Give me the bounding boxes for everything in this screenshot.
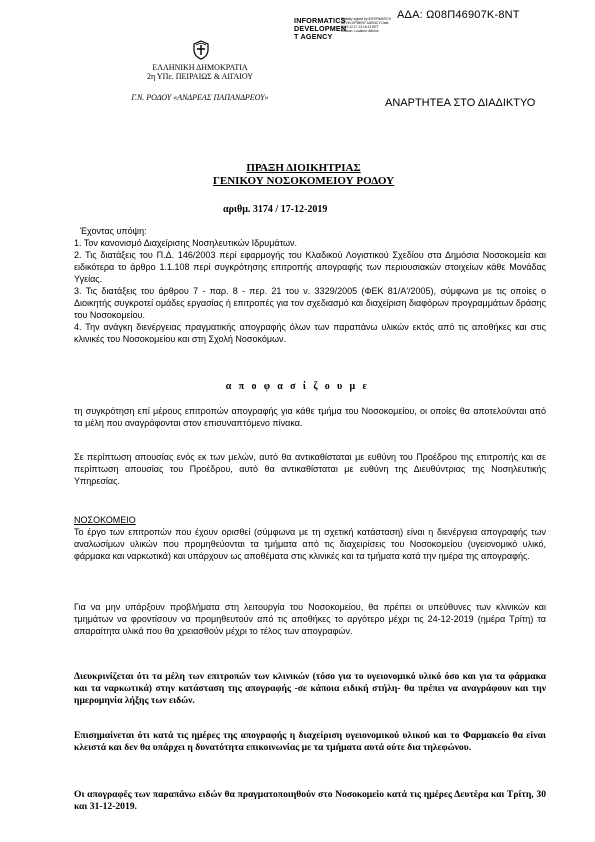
logo-line-2: DEVELOPMEN: [294, 24, 347, 33]
document-title-line1: ΠΡΑΞΗ ΔΙΟΙΚΗΤΡΙΑΣ: [246, 162, 361, 174]
considering-intro: Έχοντας υπόψη:: [80, 226, 147, 236]
considering-item: 4. Την ανάγκη διενέργειας πραγματικής απογραφής όλων των παραπάνω υλικών εκτός από τις αποθήκες και στις κλινικές του Νοσοκομείου και στη Σχολή Νοσοκόμων.: [74, 322, 546, 344]
considering-item: 1. Τον κανονισμό Διαχείρισης Νοσηλευτικών Ιδρυμάτων.: [74, 238, 298, 248]
header-hospital: Γ.Ν. ΡΟΔΟΥ «ΑΝΔΡΕΑΣ ΠΑΠΑΝΔΡΕΟΥ»: [131, 93, 269, 102]
logo-small-text: Digitally signed by INFORMATICS DEVELOPMENT AGENCY Date: 2019.12.17 13:16:13 EET Reason: Location: Athens: [341, 17, 391, 33]
considering-item: 2. Τις διατάξεις του Π.Δ. 146/2003 περί εφαρμογής του Κλαδικού Λογιστικού Σχεδίου στα Δημόσια Νοσοκομεία και ειδικότερα το άρθρο 1.1.108 περί συγκρότησης επιτροπής απογραφής των περιουσιακών στοιχείων κάθε Μονάδας Υγείας.: [74, 250, 546, 284]
paragraph-closure-note: Επισημαίνεται ότι κατά τις ημέρες της απογραφής η διαχείριση υγειονομικού υλικού και το Φαρμακείο θα είναι κλειστά και δεν θα υπάρχει η δυνατότητα επικοινωνίας με τα τμήματα αυτά ούτε δια τηλεφώνου.: [74, 730, 546, 753]
logo-line-1: INFORMATICS: [294, 16, 346, 25]
ada-code: ΑΔΑ: Ω08Π46907Κ-8ΝΤ: [397, 9, 520, 21]
document-number: αριθμ. 3174 / 17-12-2019: [223, 204, 328, 215]
decide-heading: α π ο φ α σ ί ζ ο υ μ ε: [225, 381, 370, 392]
paragraph-supplies-deadline: Για να μην υπάρξουν προβλήματα στη λειτουργία του Νοσοκομείου, θα πρέπει οι υπεύθυνες των κλινικών και τμημάτων να φροντίσουν να προμηθευτούν από τις αποθήκες το αργότερο μέχρι τις 24-12-2019 (ημέρα Τρίτη) τα απαραίτητα υλικά που θα χρειασθούν μέχρι το τέλος των απογραφών.: [74, 602, 546, 636]
header-region: 2η ΥΠε. ΠΕΙΡΑΙΩΣ & ΑΙΓΑΙΟΥ: [146, 72, 254, 81]
greek-emblem-icon: [191, 40, 211, 60]
document-title-line2: ΓΕΝΙΚΟΥ ΝΟΣΟΚΟΜΕΙΟΥ ΡΟΔΟΥ: [212, 175, 395, 187]
logo-text: [294, 17, 346, 41]
hospital-section: [74, 514, 546, 562]
considering-section: [74, 225, 546, 345]
posting-notice: ΑΝΑΡΤΗΤΕΑ ΣΤΟ ΔΙΑΔΙΚΤΥΟ: [385, 97, 536, 109]
logo-line-3: T AGENCY: [294, 32, 333, 41]
hospital-heading: ΝΟΣΟΚΟΜΕΙΟ: [74, 515, 136, 525]
paragraph-composition: τη συγκρότηση επί μέρους επιτροπών απογραφής για κάθε τμήμα του Νοσοκομείου, οι οποίες θα αποτελούνται από τα μέλη που αναγράφονται στον επισυναπτόμενο πίνακα.: [74, 406, 546, 428]
paragraph-committee-work: Το έργο των επιτροπών που έχουν ορισθεί (σύμφωνα με τη σχετική κατάσταση) είναι η διενέργεια απογραφής των αναλωσίμων υλικών που προμηθεύονται τα τμήματα από τις διαχειρίσεις του Νοσοκομείου (υγειονομικό υλικό, φάρμακα και ναρκωτικά) και υπάρχουν ως αποθέματα στις κλινικές και τα τμήματα κατά την ημέρα της απογραφής.: [74, 527, 546, 561]
signature-logo: [294, 16, 391, 49]
header-state: ΕΛΛΗΝΙΚΗ ΔΗΜΟΚΡΑΤΙΑ: [152, 63, 248, 72]
paragraph-substitution: Σε περίπτωση απουσίας ενός εκ των μελών, αυτό θα αντικαθίσταται με ευθύνη του Προέδρου της επιτροπής και σε περίπτωση απουσίας του Προέδρου, αυτό θα αντικαθίσταται με ευθύνη της Διευθύντριας της Νοσηλευτικής Υπηρεσίας.: [74, 452, 546, 486]
paragraph-expiry-note: Διευκρινίζεται ότι τα μέλη των επιτροπών των κλινικών (τόσο για το υγειονομικό υλικό όσο και για τα φάρμακα και τα ναρκωτικά) στην κατάσταση της απογραφής -σε κάποια ειδική στήλη- θα πρέπει να αναγράφουν και την ημερομηνία λήξης των ειδών.: [74, 671, 546, 706]
considering-item: 3. Τις διατάξεις του άρθρου 7 - παρ. 8 - περ. 21 του ν. 3329/2005 (ΦΕΚ 81/Α'/2005), σύμφωνα με τις οποίες ο Διοικητής συγκροτεί ομάδες εργασίας ή επιτροπές για τον σχεδιασμό και διαχείριση διαφόρων προγραμμάτων δράσης του Νοσοκομείου.: [74, 286, 546, 320]
paragraph-inventory-dates: Οι απογραφές των παραπάνω ειδών θα πραγματοποιηθούν στο Νοσοκομείο κατά τις ημέρες Δευτέρα και Τρίτη, 30 και 31-12-2019.: [74, 789, 546, 812]
